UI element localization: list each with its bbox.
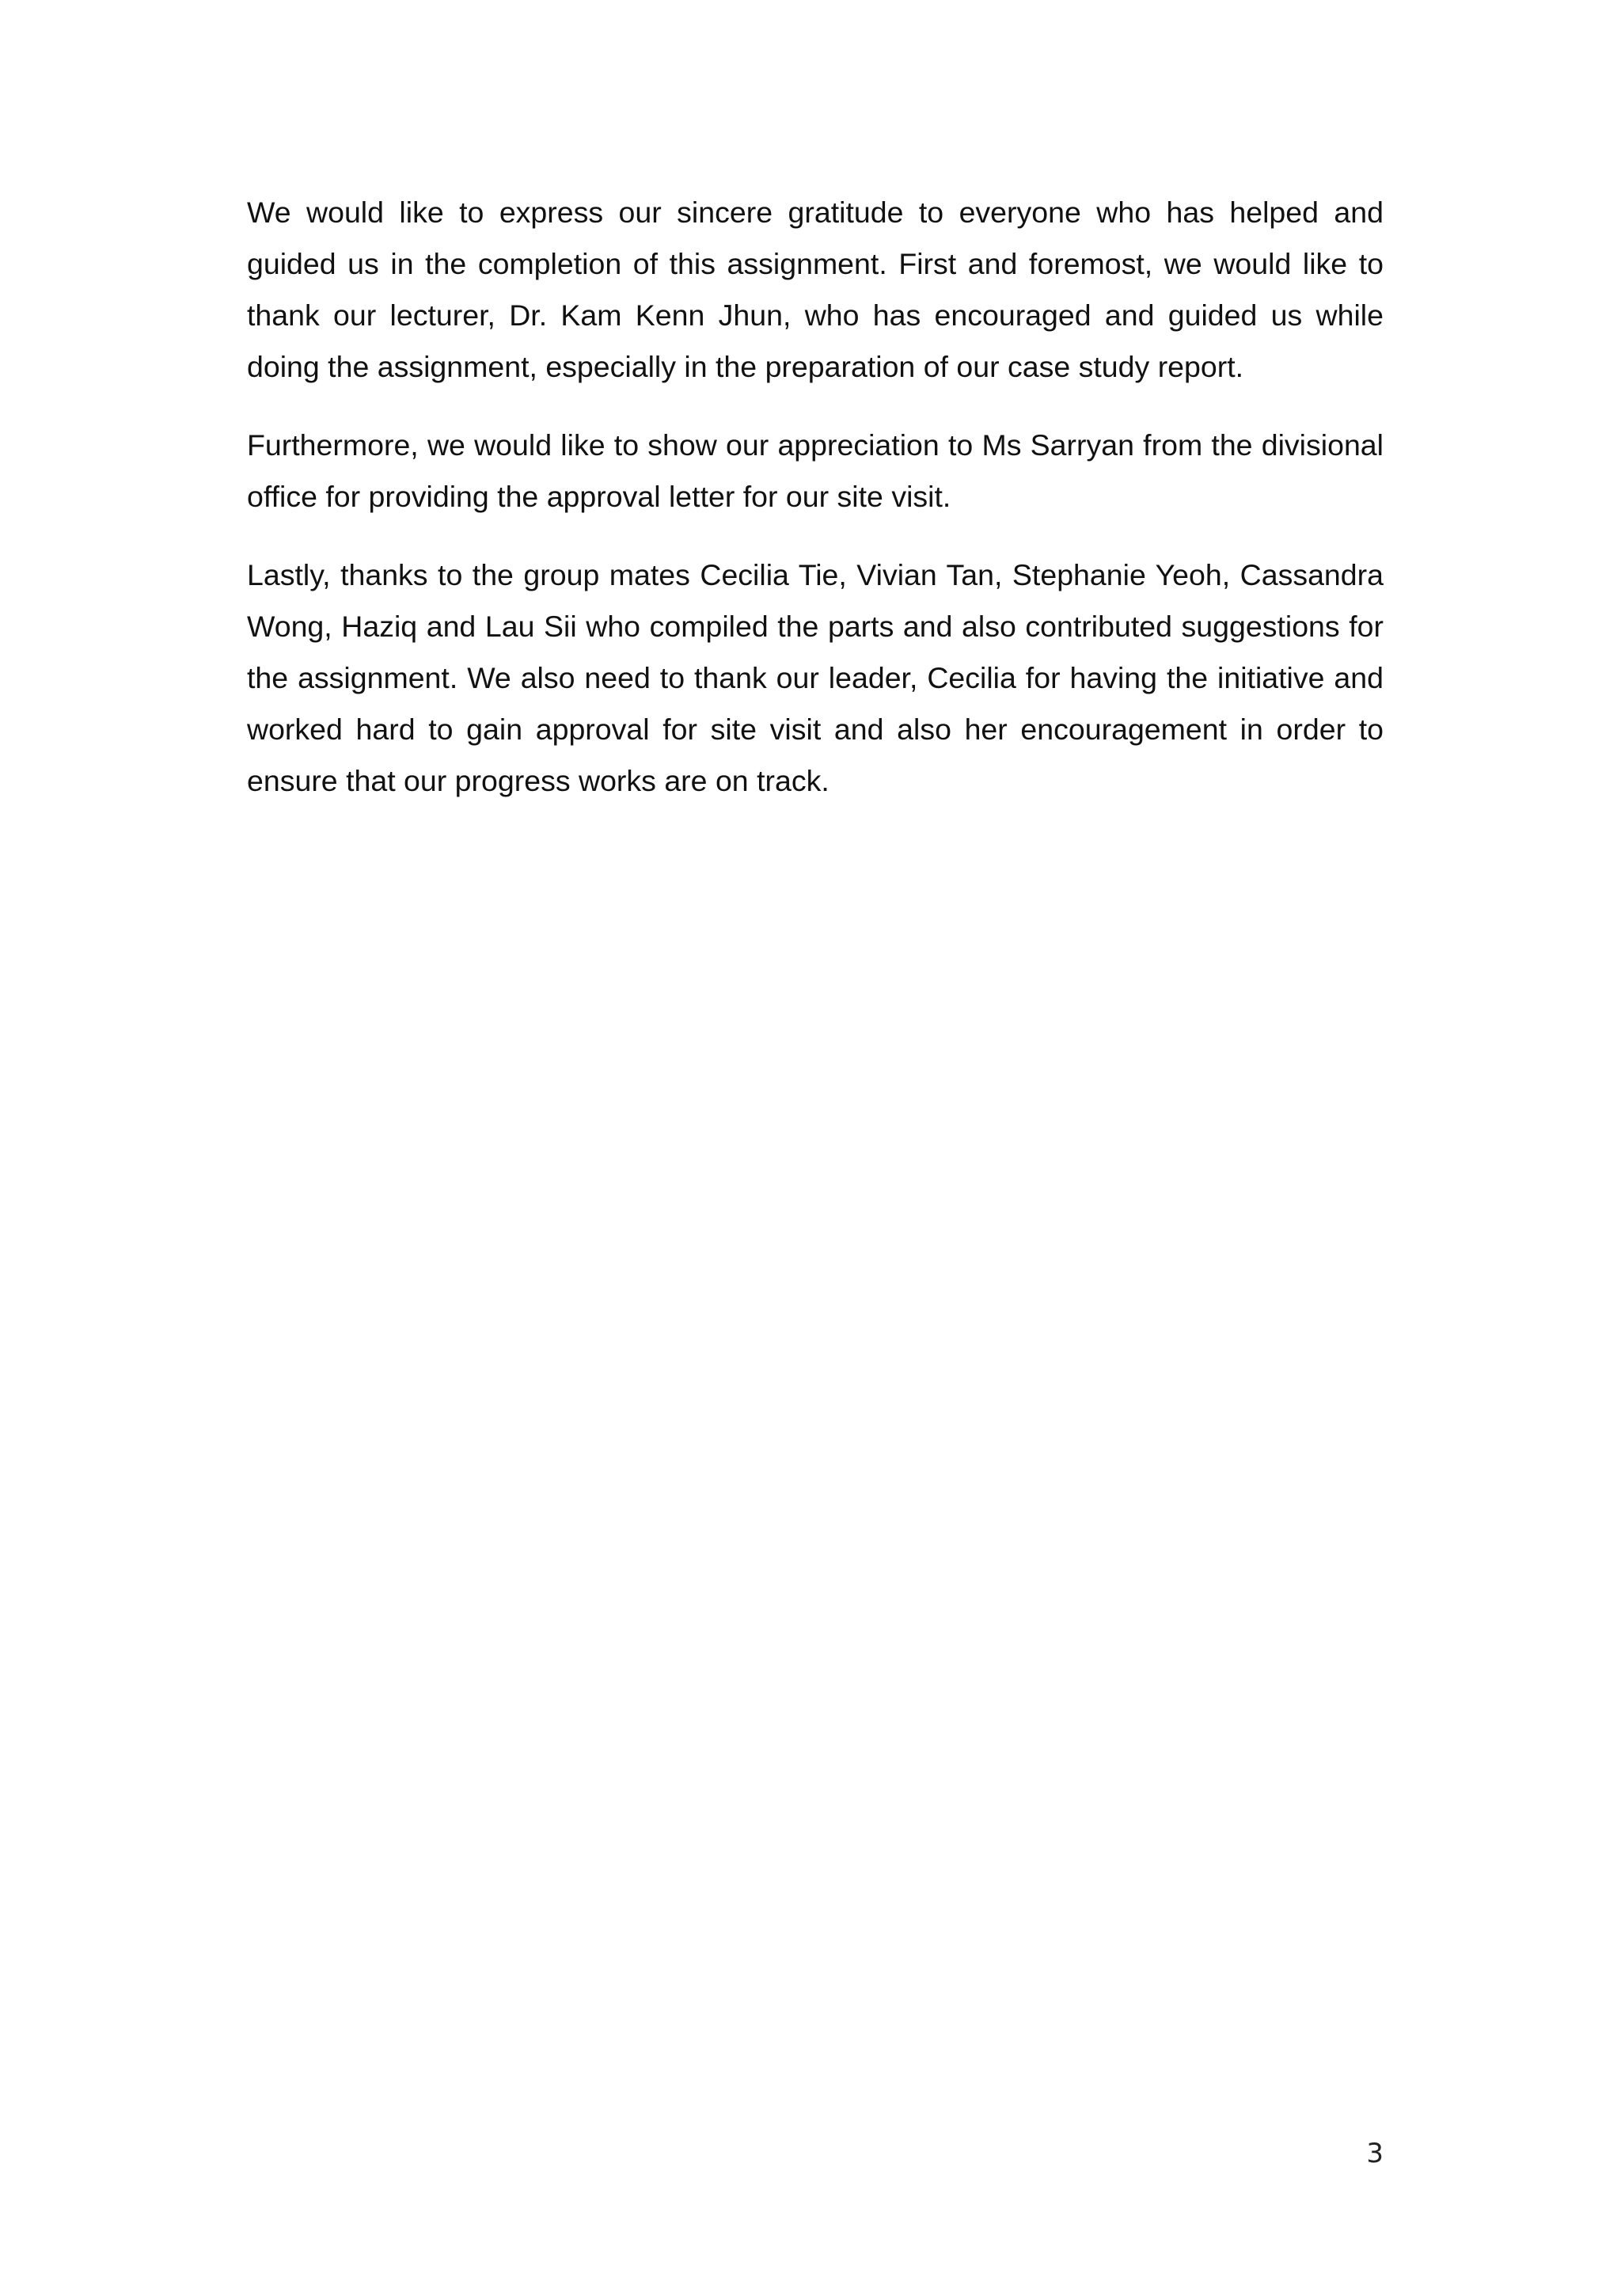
paragraph-appreciation: Furthermore, we would like to show our appreciation to Ms Sarryan from the divisional office for providing the approval letter for our site visit. (247, 428, 1384, 513)
page-number: 3 (1366, 2138, 1384, 2169)
paragraph-group-thanks: Lastly, thanks to the group mates Cecilia Tie, Vivian Tan, Stephanie Yeoh, Cassandra Wong, Haziq and Lau Sii who compiled the parts and also contributed suggestions for the assignment. We also need to thank our leader, Cecilia for having the initiative and worked hard to gain approval for site visit and also her encouragement in order to ensure that our progress works are on track. (247, 558, 1384, 797)
acknowledgement-body (247, 187, 1384, 807)
paragraph-gratitude: We would like to express our sincere gratitude to everyone who has helped and guided us in the completion of this assignment. First and foremost, we would like to thank our lecturer, Dr. Kam Kenn Jhun, who has encouraged and guided us while doing the assignment, especially in the preparation of our case study report. (247, 196, 1384, 383)
